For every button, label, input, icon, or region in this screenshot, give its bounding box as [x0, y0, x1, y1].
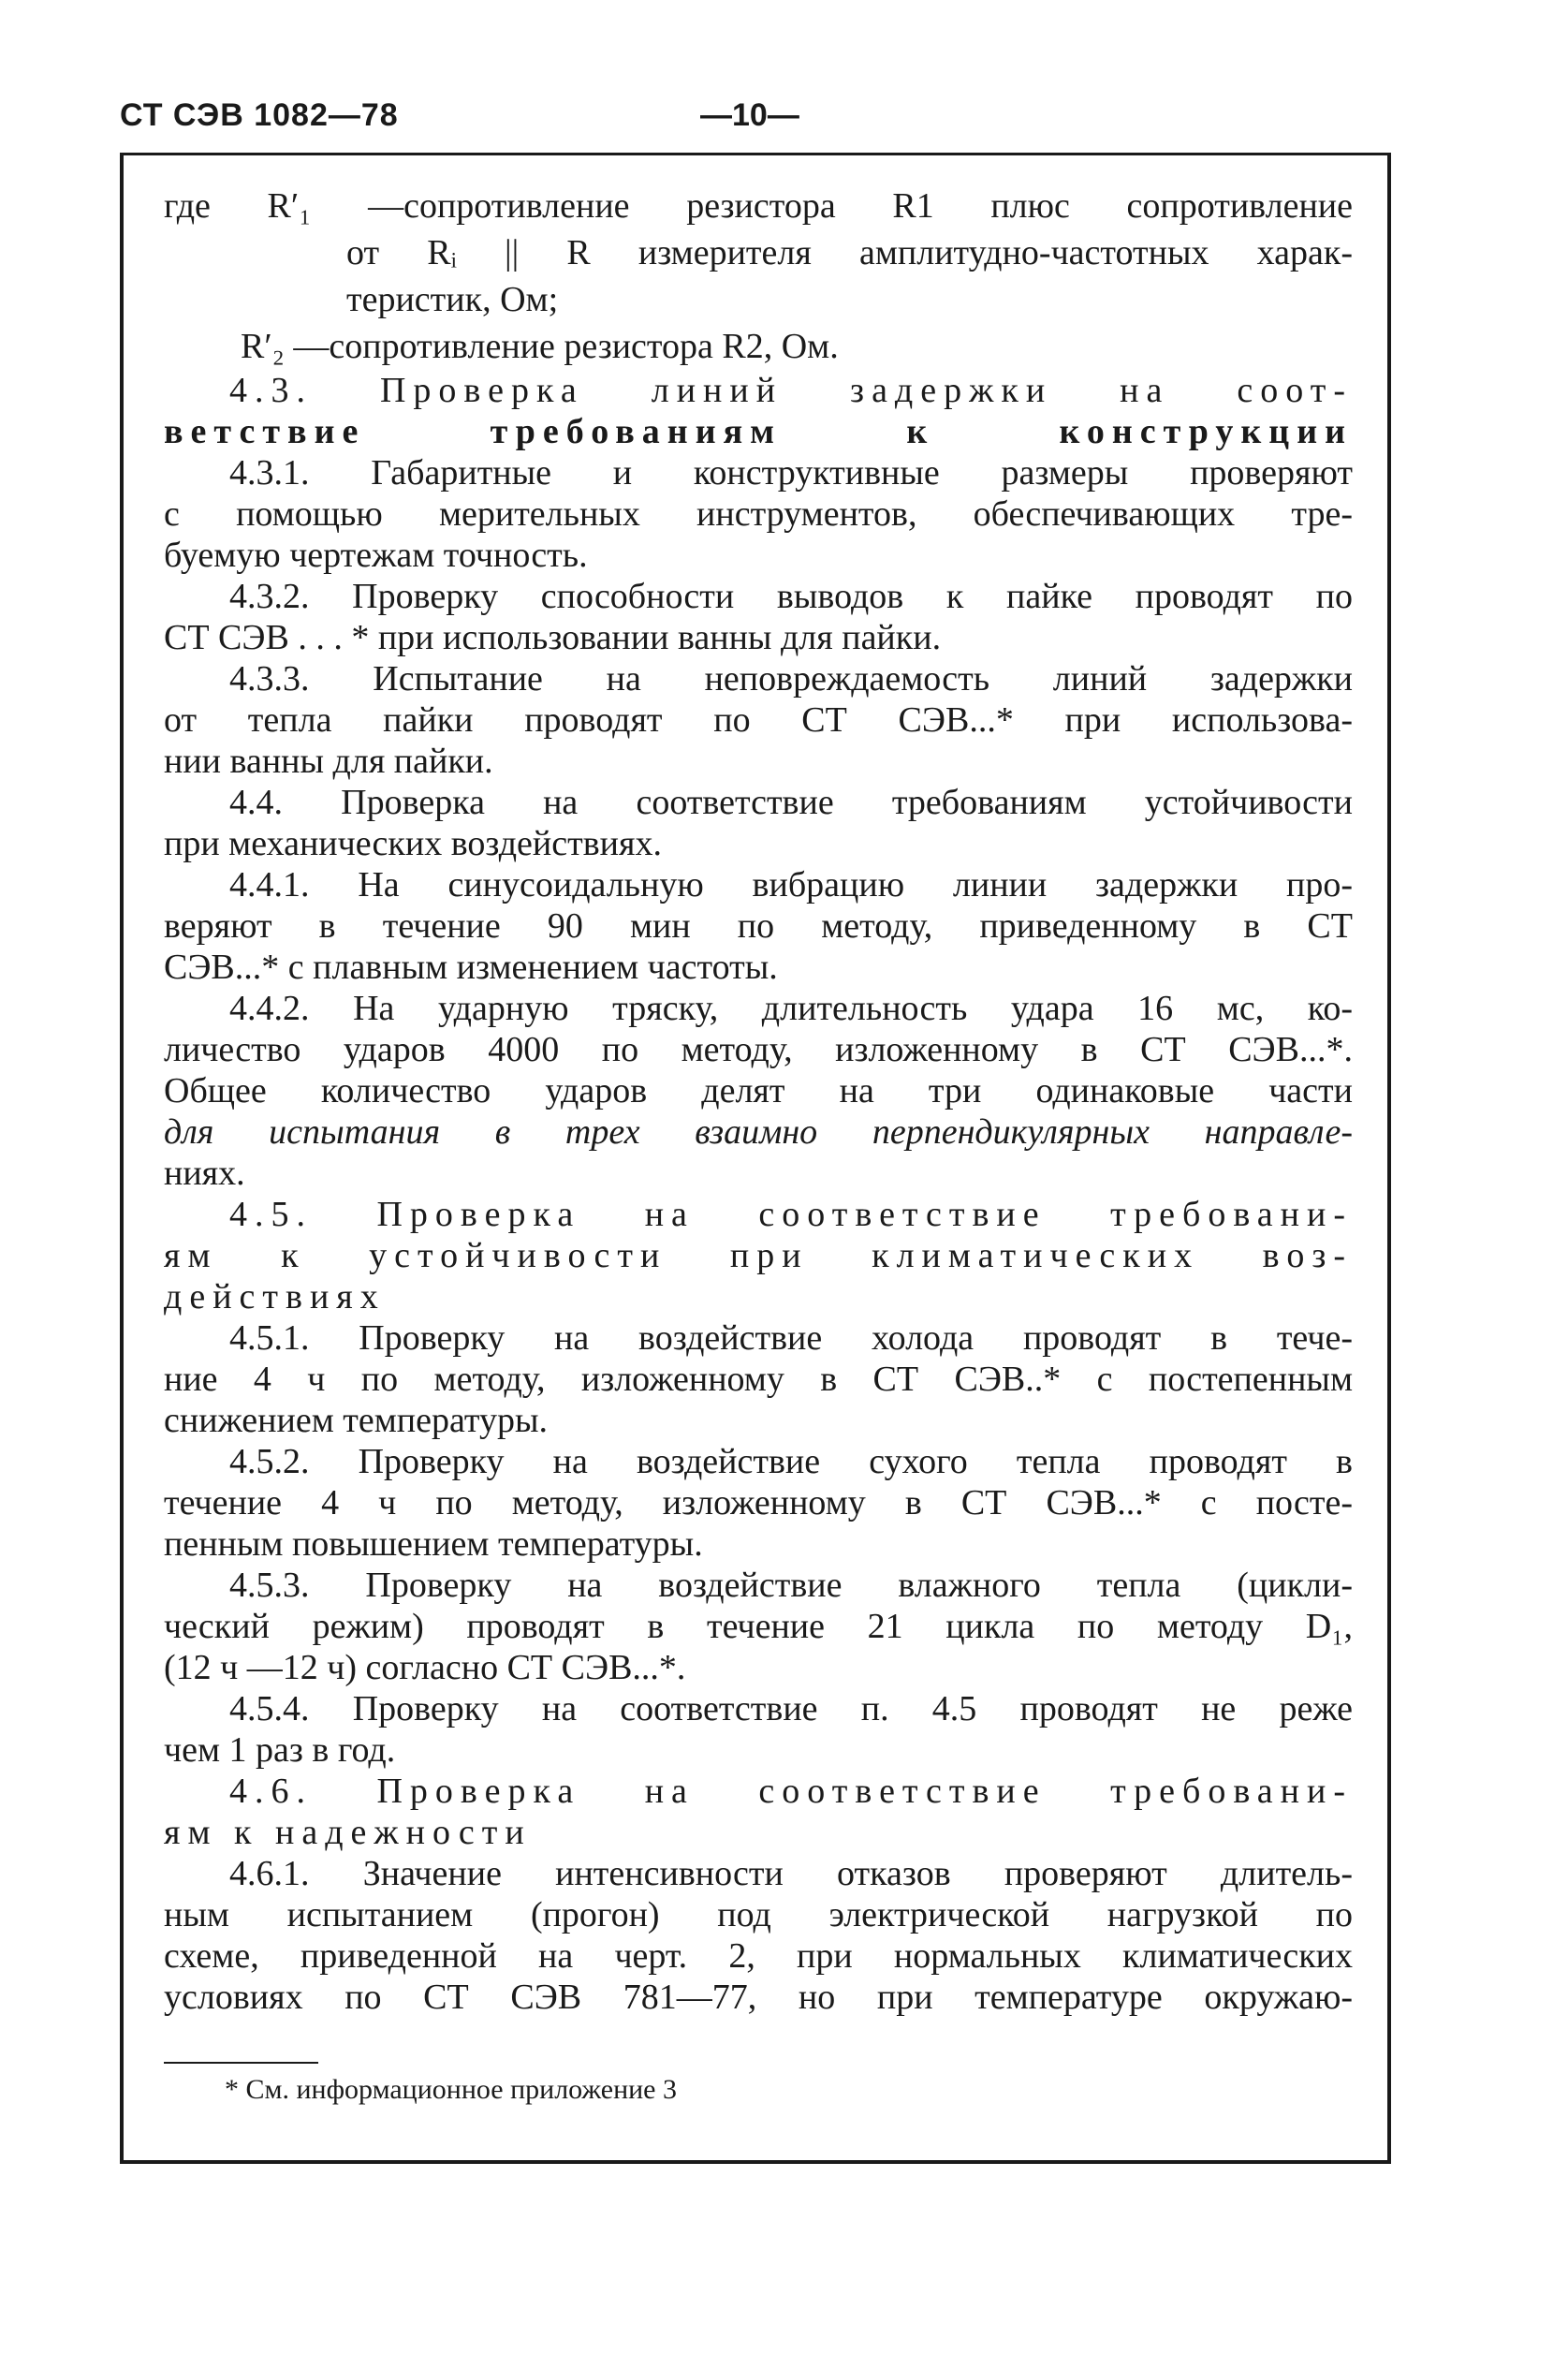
- paragraph-line: 4.5.3. Проверку на воздействие влажного тепла (цикли-: [229, 1566, 1353, 1605]
- paragraph-line: ным испытанием (прогон) под электрической нагрузкой по: [164, 1895, 1353, 1934]
- paragraph-line: течение 4 ч по методу, изложенному в СТ СЭВ...* с посте-: [164, 1483, 1353, 1522]
- paragraph-line: 4.4.2. На ударную тряску, длительность удара 16 мс, ко-: [229, 989, 1353, 1028]
- section-heading: 4.5. Проверка на соответствие требовани-: [229, 1195, 1353, 1234]
- paragraph-line: 4.5.2. Проверку на воздействие сухого тепла проводят в: [229, 1442, 1353, 1481]
- paragraph-line: (12 ч —12 ч) согласно СТ СЭВ...*.: [164, 1648, 686, 1687]
- section-heading: 4.6. Проверка на соответствие требовани-: [229, 1772, 1353, 1811]
- paragraph-line: от тепла пайки проводят по СТ СЭВ...* при использова-: [164, 700, 1353, 740]
- footnote-separator: [164, 2062, 318, 2064]
- section-heading: 4.3. Проверка линий задержки на соот-: [229, 371, 1353, 410]
- paragraph-line: 4.4.1. На синусоидальную вибрацию линии задержки про-: [229, 865, 1353, 905]
- paragraph-line: для испытания в трех взаимно перпендикулярных направле-: [164, 1112, 1353, 1152]
- definition-line: теристик, Ом;: [346, 280, 559, 319]
- paragraph-line: 4.3.1. Габаритные и конструктивные размеры проверяют: [229, 453, 1353, 493]
- paragraph-line: 4.5.1. Проверку на воздействие холода проводят в тече-: [229, 1318, 1353, 1358]
- paragraph-line: при механических воздействиях.: [164, 824, 662, 863]
- standard-code: СТ СЭВ 1082—78: [120, 97, 399, 133]
- paragraph-line: чем 1 раз в год.: [164, 1730, 396, 1770]
- paragraph-line: снижением температуры.: [164, 1401, 548, 1440]
- definition-line: где R′₁ —сопротивление резистора R1 плюс сопротивление: [164, 186, 1353, 226]
- paragraph-line: СТ СЭВ . . . * при использовании ванны для пайки.: [164, 618, 942, 657]
- paragraph-line: 4.3.2. Проверку способности выводов к пайке проводят по: [229, 577, 1353, 616]
- section-heading: ям к устойчивости при климатических воз-: [164, 1236, 1353, 1275]
- section-heading: ям к надежности: [164, 1813, 532, 1852]
- paragraph-line: пенным повышением температуры.: [164, 1524, 703, 1564]
- paragraph-line: схеме, приведенной на черт. 2, при нормальных климатических: [164, 1936, 1353, 1976]
- paragraph-line: нии ванны для пайки.: [164, 742, 493, 781]
- paragraph-line: 4.3.3. Испытание на неповреждаемость линий задержки: [229, 659, 1353, 699]
- paragraph-line: 4.4. Проверка на соответствие требованиям устойчивости: [229, 783, 1353, 822]
- page-number: —10—: [700, 97, 799, 133]
- definition-line: от Rᵢ || R измерителя амплитудно-частотных харак-: [346, 233, 1353, 272]
- paragraph-line: с помощью мерительных инструментов, обеспечивающих тре-: [164, 494, 1353, 534]
- paragraph-line: буемую чертежам точность.: [164, 536, 588, 575]
- paragraph-line: СЭВ...* с плавным изменением частоты.: [164, 948, 778, 987]
- section-heading: ветствие требованиям к конструкции: [164, 412, 1353, 451]
- paragraph-line: личество ударов 4000 по методу, изложенному в СТ СЭВ...*.: [164, 1030, 1353, 1069]
- body-text: [164, 183, 1353, 2018]
- definition-line: R′₂ —сопротивление резистора R2, Ом.: [241, 327, 839, 366]
- paragraph-line: 4.6.1. Значение интенсивности отказов проверяют длитель-: [229, 1854, 1353, 1893]
- section-heading: действиях: [164, 1277, 386, 1316]
- paragraph-line: ниях.: [164, 1154, 245, 1193]
- paragraph-line: ческий режим) проводят в течение 21 цикла по методу D₁,: [164, 1607, 1353, 1646]
- paragraph-line: веряют в течение 90 мин по методу, приведенному в СТ: [164, 906, 1353, 946]
- page-header: [120, 97, 1365, 139]
- paragraph-line: условиях по СТ СЭВ 781—77, но при температуре окружаю-: [164, 1978, 1353, 2017]
- paragraph-line: 4.5.4. Проверку на соответствие п. 4.5 проводят не реже: [229, 1689, 1353, 1728]
- paragraph-line: Общее количество ударов делят на три одинаковые части: [164, 1071, 1353, 1110]
- footnote: * См. информационное приложение 3: [225, 2074, 677, 2105]
- paragraph-line: ние 4 ч по методу, изложенному в СТ СЭВ..* с постепенным: [164, 1360, 1353, 1399]
